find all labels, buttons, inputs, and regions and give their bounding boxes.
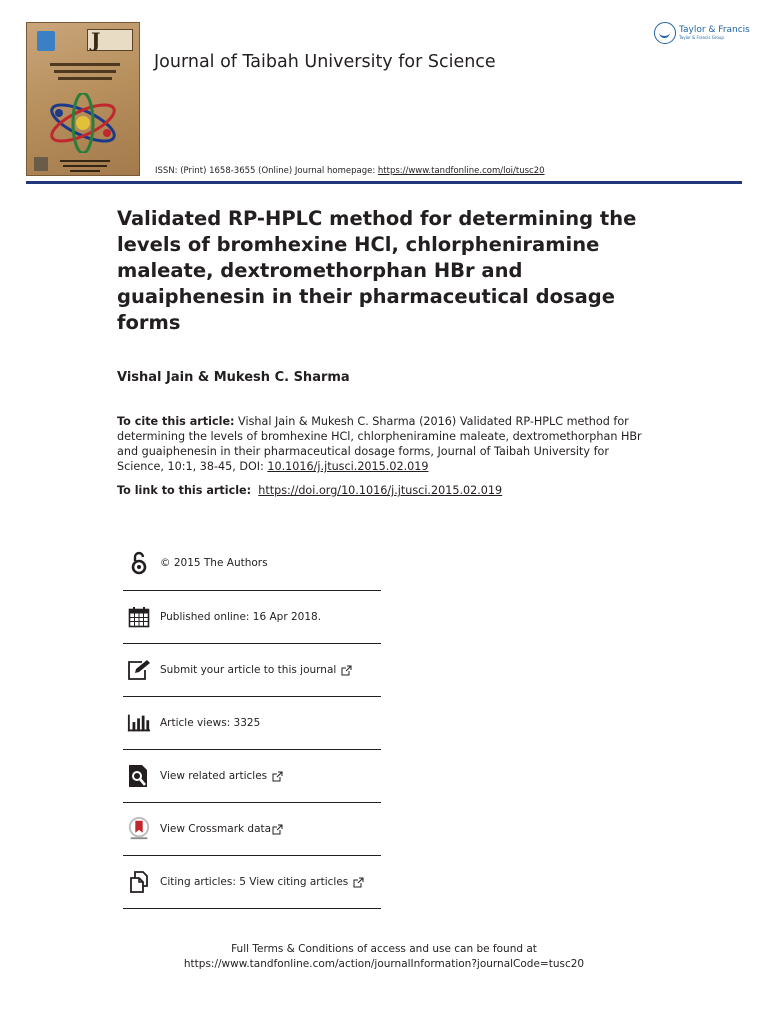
issn-line: [155, 166, 545, 176]
submit-article-link[interactable]: [160, 664, 352, 676]
publisher-subtitle: Taylor & Francis Group: [679, 35, 724, 40]
article-info-list: [123, 536, 381, 909]
list-item-citing[interactable]: [123, 856, 381, 909]
cover-issn-lines: [57, 157, 113, 175]
submit-label: Submit your article to this journal: [160, 664, 337, 676]
cite-text: Vishal Jain & Mukesh C. Sharma (2016) Validated RP-HPLC method for determining the levels of bromhexine HCl, chlorpheniramine maleate, dextromethorphan HBr and guaiphenesin in their pharmaceutical dosage forms, Journal of Taibah University for Science, 10:1, 38-45, DOI:: [117, 415, 642, 473]
citation-block: [117, 414, 647, 474]
copyright-label: © 2015 The Authors: [160, 557, 268, 569]
external-link-icon: [272, 824, 283, 835]
external-link-icon: [353, 877, 364, 888]
publisher-logo-small: [34, 157, 48, 171]
article-doi-link[interactable]: https://doi.org/10.1016/j.jtusci.2015.02.019: [258, 484, 503, 497]
list-item-published: [123, 591, 381, 644]
molecule-illustration: [45, 93, 121, 153]
calendar-icon: [127, 605, 151, 629]
search-document-icon: [127, 764, 151, 788]
link-label: To link to this article:: [117, 484, 252, 497]
header-divider: [26, 181, 742, 184]
citing-label: Citing articles: 5 View citing articles: [160, 876, 349, 888]
cite-doi-link[interactable]: 10.1016/j.jtusci.2015.02.019: [267, 460, 429, 473]
article-link-block: [117, 484, 502, 497]
citing-articles-icon: [127, 870, 151, 894]
list-item-copyright: [123, 536, 381, 591]
publisher-name: Taylor & Francis: [679, 25, 750, 35]
list-item-submit[interactable]: [123, 644, 381, 697]
related-articles-link[interactable]: [160, 770, 283, 782]
related-label: View related articles: [160, 770, 268, 782]
open-access-icon: [127, 551, 151, 575]
journal-cover-image[interactable]: [26, 22, 140, 176]
issn-text: ISSN: (Print) 1658-3655 (Online) Journal homepage:: [155, 166, 378, 176]
bar-chart-icon: [127, 711, 151, 735]
article-title: Validated RP-HPLC method for determining the levels of bromhexine HCl, chlorpheniramine maleate, dextromethorphan HBr and guaiphenesin in their pharmaceutical dosage forms: [117, 207, 637, 334]
citing-articles-link[interactable]: [160, 876, 364, 888]
views-label: Article views: 3325: [160, 717, 261, 729]
external-link-icon: [341, 665, 352, 676]
article-authors[interactable]: Vishal Jain & Mukesh C. Sharma: [117, 370, 350, 385]
university-logo: [37, 31, 55, 51]
published-label: Published online: 16 Apr 2018.: [160, 611, 322, 623]
journal-title[interactable]: Journal of Taibah University for Science: [154, 52, 496, 72]
list-item-related[interactable]: [123, 750, 381, 803]
list-item-views: [123, 697, 381, 750]
list-item-crossmark[interactable]: [123, 803, 381, 856]
terms-footer: [0, 942, 768, 972]
cite-label: To cite this article:: [117, 415, 235, 428]
taylor-francis-logo[interactable]: [654, 22, 750, 44]
journal-mark: J: [87, 29, 133, 51]
journal-homepage-link[interactable]: https://www.tandfonline.com/loi/tusc20: [377, 166, 545, 176]
crossmark-icon: [127, 817, 151, 841]
taylor-francis-icon: [654, 22, 676, 44]
terms-url[interactable]: https://www.tandfonline.com/action/journalInformation?journalCode=tusc20: [183, 958, 585, 970]
crossmark-label: View Crossmark data: [160, 823, 272, 835]
terms-line: Full Terms & Conditions of access and use can be found at: [231, 943, 537, 955]
edit-icon: [127, 658, 151, 682]
external-link-icon: [272, 771, 283, 782]
crossmark-link[interactable]: [160, 823, 283, 835]
cover-text-lines: [45, 59, 125, 84]
